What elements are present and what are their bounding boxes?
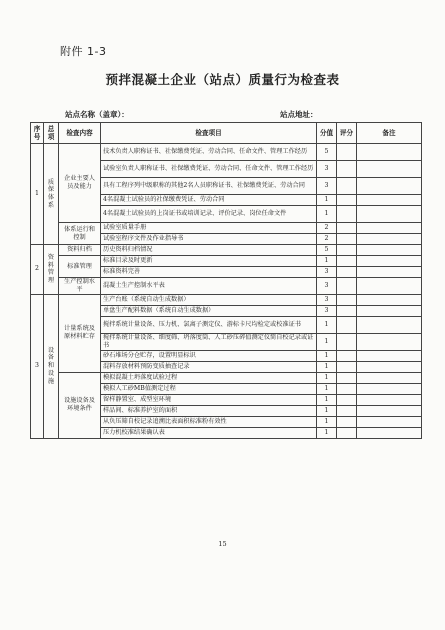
remark-cell[interactable]	[357, 372, 422, 383]
col-header-rating: 评分	[337, 123, 357, 144]
check-item: 混凝土生产控制水平表	[101, 278, 317, 295]
score-value: 2	[317, 234, 337, 245]
check-item: 压力机校准结果确认表	[101, 427, 317, 438]
score-value: 3	[317, 278, 337, 295]
score-value: 1	[317, 206, 337, 223]
remark-cell[interactable]	[357, 333, 422, 350]
rating-cell[interactable]	[337, 144, 357, 161]
col-header-remark: 备注	[357, 123, 422, 144]
remark-cell[interactable]	[357, 427, 422, 438]
attachment-label: 附件 1-3	[60, 45, 107, 58]
score-value: 1	[317, 256, 337, 267]
rating-cell[interactable]	[337, 294, 357, 305]
score-value: 1	[317, 416, 337, 427]
score-value: 1	[317, 383, 337, 394]
score-value: 1	[317, 372, 337, 383]
check-item: 生产台账（系统自动生成数据）	[101, 294, 317, 305]
remark-cell[interactable]	[357, 245, 422, 256]
group-seq: 3	[31, 294, 44, 438]
rating-cell[interactable]	[337, 416, 357, 427]
check-item: 标准资料完善	[101, 267, 317, 278]
remark-cell[interactable]	[357, 278, 422, 295]
check-item: 试验室程序文件及作业指导书	[101, 234, 317, 245]
rating-cell[interactable]	[337, 278, 357, 295]
score-value: 1	[317, 333, 337, 350]
remark-cell[interactable]	[357, 256, 422, 267]
inspection-table	[30, 122, 422, 439]
rating-cell[interactable]	[337, 161, 357, 178]
rating-cell[interactable]	[337, 350, 357, 361]
group-category: 质保体系	[44, 144, 59, 245]
check-content: 设施设备及环境条件	[59, 372, 101, 438]
score-value: 1	[317, 316, 337, 333]
rating-cell[interactable]	[337, 267, 357, 278]
remark-cell[interactable]	[357, 161, 422, 178]
rating-cell[interactable]	[337, 383, 357, 394]
score-value: 1	[317, 350, 337, 361]
check-content: 标准管理	[59, 256, 101, 278]
rating-cell[interactable]	[337, 178, 357, 195]
remark-cell[interactable]	[357, 234, 422, 245]
table-row	[31, 223, 422, 234]
remark-cell[interactable]	[357, 350, 422, 361]
check-item: 混料存放材料预防变质抽查记录	[101, 361, 317, 372]
rating-cell[interactable]	[337, 223, 357, 234]
check-item: 技术负责人职称证书、社保缴费凭证、劳动合同、任命文件、管理工作经历	[101, 144, 317, 161]
col-header-seq: 序号	[31, 123, 44, 144]
remark-cell[interactable]	[357, 305, 422, 316]
check-item: 4名混凝土试验员的社保缴费凭证、劳动合同	[101, 195, 317, 206]
remark-cell[interactable]	[357, 405, 422, 416]
table-row	[31, 144, 422, 161]
group-category: 设备和设施	[44, 294, 59, 438]
rating-cell[interactable]	[337, 245, 357, 256]
station-name-label: 站点名称（盖章）：	[65, 110, 129, 119]
station-address-label: 站点地址：	[280, 110, 318, 119]
group-seq: 2	[31, 245, 44, 295]
check-item: 试验室质量手册	[101, 223, 317, 234]
table-row	[31, 372, 422, 383]
check-item: 标准目录及时更新	[101, 256, 317, 267]
rating-cell[interactable]	[337, 256, 357, 267]
table-row	[31, 256, 422, 267]
score-value: 3	[317, 178, 337, 195]
check-item: 搅拌系统计量设备、细度筛、坍落度筒、人工砂压碎值测定仪简自校记录或证书	[101, 333, 317, 350]
check-item: 从负压筛自校记录追溯比表面积标准粉有效性	[101, 416, 317, 427]
table-header-row	[31, 123, 422, 144]
table-row	[31, 294, 422, 305]
score-value: 1	[317, 394, 337, 405]
remark-cell[interactable]	[357, 416, 422, 427]
remark-cell[interactable]	[357, 294, 422, 305]
score-value: 5	[317, 144, 337, 161]
remark-cell[interactable]	[357, 178, 422, 195]
rating-cell[interactable]	[337, 305, 357, 316]
check-content: 生产控制水平	[59, 278, 101, 295]
check-item: 单盘生产配料数据（系统自动生成数据）	[101, 305, 317, 316]
remark-cell[interactable]	[357, 267, 422, 278]
check-item: 历史资料归档情况	[101, 245, 317, 256]
check-item: 留样静置室、成型室环境	[101, 394, 317, 405]
score-value: 3	[317, 305, 337, 316]
score-value: 1	[317, 427, 337, 438]
check-item: 试验室负责人职称证书、社保缴费凭证、劳动合同、任命文件、管理工作经历	[101, 161, 317, 178]
col-header-score: 分值	[317, 123, 337, 144]
check-content: 计量系统及原材料贮存	[59, 294, 101, 372]
check-item: 具有工程序列中级职称的其他2名人员职称证书、社保缴费凭证、劳动合同	[101, 178, 317, 195]
score-value: 5	[317, 245, 337, 256]
rating-cell[interactable]	[337, 206, 357, 223]
score-value: 1	[317, 361, 337, 372]
check-content: 体系运行和控制	[59, 223, 101, 245]
remark-cell[interactable]	[357, 383, 422, 394]
check-item: 4名混凝土试验员的上岗证书或培训记录、评价记录、岗位任命文件	[101, 206, 317, 223]
page-title: 预拌混凝土企业（站点）质量行为检查表	[105, 72, 340, 87]
remark-cell[interactable]	[357, 361, 422, 372]
rating-cell[interactable]	[337, 234, 357, 245]
remark-cell[interactable]	[357, 195, 422, 206]
rating-cell[interactable]	[337, 333, 357, 350]
check-item: 模拟人工砂MB值测定过程	[101, 383, 317, 394]
rating-cell[interactable]	[337, 316, 357, 333]
check-content: 企业主要人员及能力	[59, 144, 101, 223]
group-seq: 1	[31, 144, 44, 245]
table-row	[31, 278, 422, 295]
check-item: 样品间、标准养护室的面积	[101, 405, 317, 416]
rating-cell[interactable]	[337, 394, 357, 405]
col-header-content: 检查内容	[59, 123, 101, 144]
score-value: 1	[317, 195, 337, 206]
rating-cell[interactable]	[337, 427, 357, 438]
remark-cell[interactable]	[357, 316, 422, 333]
check-item: 砂石堆场分仓贮存，设置明显标识	[101, 350, 317, 361]
check-content: 资料归档	[59, 245, 101, 256]
remark-cell[interactable]	[357, 223, 422, 234]
remark-cell[interactable]	[357, 144, 422, 161]
check-item: 模拟混凝土坍落度试验过程	[101, 372, 317, 383]
col-header-item: 检查项目	[101, 123, 317, 144]
rating-cell[interactable]	[337, 405, 357, 416]
rating-cell[interactable]	[337, 361, 357, 372]
table-body	[31, 144, 422, 439]
score-value: 2	[317, 223, 337, 234]
score-value: 3	[317, 294, 337, 305]
score-value: 1	[317, 405, 337, 416]
rating-cell[interactable]	[337, 372, 357, 383]
page-number: 15	[218, 540, 227, 548]
rating-cell[interactable]	[337, 195, 357, 206]
score-value: 3	[317, 161, 337, 178]
group-category: 资料管理	[44, 245, 59, 295]
table-row	[31, 245, 422, 256]
remark-cell[interactable]	[357, 394, 422, 405]
score-value: 3	[317, 267, 337, 278]
check-item: 搅拌系统计量设备、压力机、氯离子测定仪、游标卡尺均检定或校准证书	[101, 316, 317, 333]
remark-cell[interactable]	[357, 206, 422, 223]
col-header-category: 总项	[44, 123, 59, 144]
